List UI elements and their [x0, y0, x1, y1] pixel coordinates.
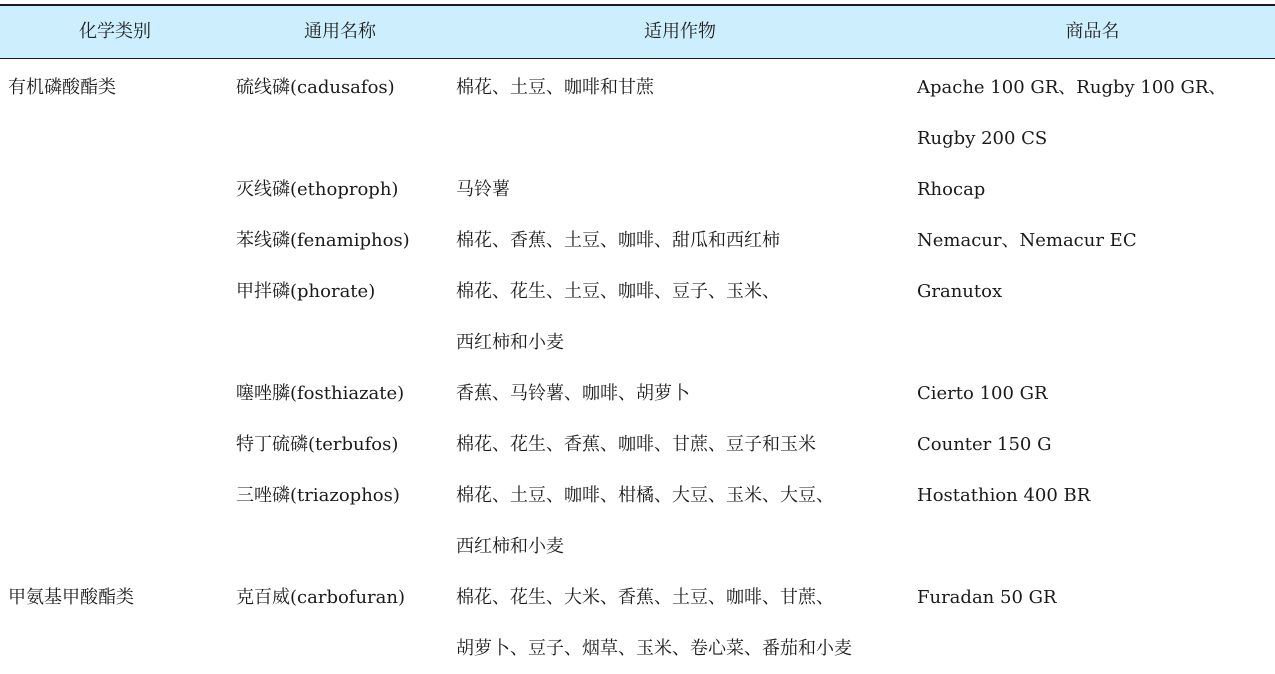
- cell-common-name: 硫线磷(cadusafos): [236, 77, 395, 98]
- cell-applicable-crops-line: 西红柿和小麦: [456, 332, 564, 353]
- table-row: [0, 572, 1275, 674]
- cell-common-name: 三唑磷(triazophos): [236, 485, 400, 506]
- cell-applicable-crops-line: 胡萝卜、豆子、烟草、玉米、卷心菜、番茄和小麦: [456, 638, 852, 659]
- cell-common-name: 噻唑膦(fosthiazate): [236, 383, 405, 404]
- cell-trade-name: [917, 470, 1090, 521]
- cell-applicable-crops-line: 马铃薯: [456, 179, 510, 200]
- cell-trade-name: [917, 164, 985, 215]
- cell-applicable-crops-line: 棉花、花生、香蕉、咖啡、甘蔗、豆子和玉米: [456, 434, 816, 455]
- cell-applicable-crops: [456, 470, 834, 572]
- cell-applicable-crops-line: 棉花、香蕉、土豆、咖啡、甜瓜和西红柿: [456, 230, 780, 251]
- cell-trade-name: [917, 266, 1002, 317]
- cell-applicable-crops: [456, 62, 654, 113]
- cell-trade-name-line: Apache 100 GR、Rugby 100 GR、: [917, 77, 1227, 98]
- cell-applicable-crops: [456, 164, 510, 215]
- table-row: [0, 368, 1275, 419]
- table-header-row: [0, 4, 1275, 59]
- cell-applicable-crops-line: 香蕉、马铃薯、咖啡、胡萝卜: [456, 383, 690, 404]
- header-trade-name: 商品名: [1065, 21, 1120, 42]
- cell-trade-name-line: Cierto 100 GR: [917, 383, 1048, 404]
- cell-applicable-crops-line: 棉花、花生、大米、香蕉、土豆、咖啡、甘蔗、: [456, 587, 834, 608]
- cell-applicable-crops-line: 棉花、花生、土豆、咖啡、豆子、玉米、: [456, 281, 780, 302]
- header-chemical-class: 化学类别: [79, 21, 151, 42]
- cell-trade-name-line: Counter 150 G: [917, 434, 1052, 455]
- cell-trade-name-line: Nemacur、Nemacur EC: [917, 230, 1137, 251]
- table-row: [0, 164, 1275, 215]
- cell-common-name: 特丁硫磷(terbufos): [236, 434, 399, 455]
- table-row: [0, 215, 1275, 266]
- cell-trade-name-line: Hostathion 400 BR: [917, 485, 1091, 506]
- cell-trade-name: [917, 368, 1048, 419]
- cell-applicable-crops: [456, 572, 852, 674]
- cell-trade-name-line: Granutox: [917, 281, 1003, 302]
- cell-chemical-class: 有机磷酸酯类: [8, 77, 116, 98]
- table-row: [0, 419, 1275, 470]
- header-applicable-crops: 适用作物: [644, 21, 716, 42]
- cell-trade-name: [917, 215, 1137, 266]
- cell-common-name: 克百威(carbofuran): [236, 587, 406, 608]
- cell-applicable-crops: [456, 419, 816, 470]
- cell-trade-name-line: Rhocap: [917, 179, 986, 200]
- cell-applicable-crops: [456, 215, 780, 266]
- cell-trade-name: [917, 62, 1226, 164]
- table-row: [0, 266, 1275, 368]
- cell-applicable-crops-line: 棉花、土豆、咖啡、柑橘、大豆、玉米、大豆、: [456, 485, 834, 506]
- cell-trade-name-line: Rugby 200 CS: [917, 128, 1048, 149]
- cell-common-name: 灭线磷(ethoproph): [236, 179, 399, 200]
- cell-applicable-crops: [456, 266, 780, 368]
- cell-trade-name: [917, 572, 1057, 623]
- cell-applicable-crops-line: 西红柿和小麦: [456, 536, 564, 557]
- table-row: [0, 470, 1275, 572]
- nematicide-table: [0, 4, 1275, 659]
- cell-trade-name: [917, 419, 1051, 470]
- cell-applicable-crops: [456, 368, 690, 419]
- cell-chemical-class: 甲氨基甲酸酯类: [8, 587, 134, 608]
- table-row: [0, 62, 1275, 164]
- cell-common-name: 苯线磷(fenamiphos): [236, 230, 410, 251]
- cell-trade-name-line: Furadan 50 GR: [917, 587, 1057, 608]
- cell-applicable-crops-line: 棉花、土豆、咖啡和甘蔗: [456, 77, 654, 98]
- cell-common-name: 甲拌磷(phorate): [236, 281, 376, 302]
- header-common-name: 通用名称: [304, 21, 376, 42]
